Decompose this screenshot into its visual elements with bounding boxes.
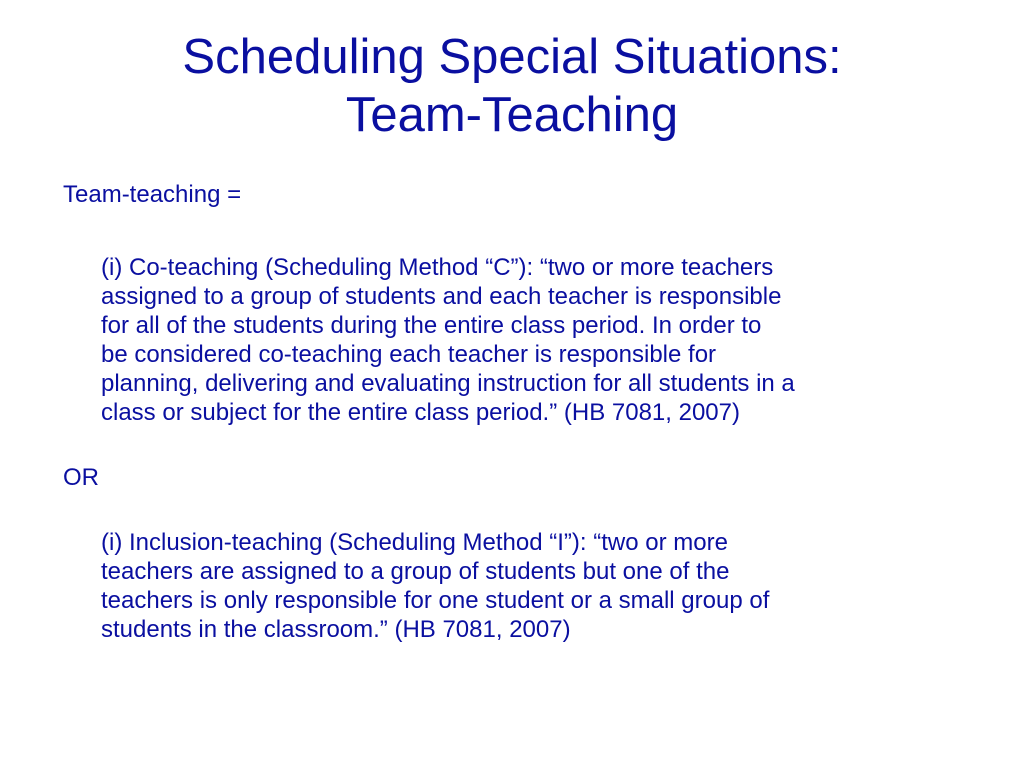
inclusion-line-4: students in the classroom.” (HB 7081, 2007)	[101, 616, 571, 643]
or-label: OR	[63, 464, 99, 491]
co-teaching-line-6: class or subject for the entire class period.” (HB 7081, 2007)	[101, 399, 740, 426]
title-line-1: Scheduling Special Situations:	[182, 30, 842, 84]
intro-text: Team-teaching =	[63, 181, 242, 208]
inclusion-line-2: teachers are assigned to a group of students but one of the	[101, 558, 730, 585]
inclusion-line-3: teachers is only responsible for one student or a small group of	[101, 587, 770, 614]
inclusion-teaching-definition	[101, 528, 983, 644]
slide-body	[63, 180, 983, 644]
title-line-2: Team-Teaching	[345, 88, 679, 142]
inclusion-line-1: (i) Inclusion-teaching (Scheduling Method “I”): “two or more	[101, 529, 728, 556]
co-teaching-line-5: planning, delivering and evaluating instruction for all students in a	[101, 370, 795, 397]
slide-title	[20, 28, 1004, 144]
co-teaching-line-4: be considered co-teaching each teacher is responsible for	[101, 341, 717, 368]
spacer	[63, 209, 983, 253]
co-teaching-line-1: (i) Co-teaching (Scheduling Method “C”): “two or more teachers	[101, 254, 774, 281]
spacer	[63, 492, 983, 528]
co-teaching-line-2: assigned to a group of students and each teacher is responsible	[101, 283, 782, 310]
spacer	[63, 427, 983, 463]
co-teaching-definition	[101, 253, 983, 427]
co-teaching-line-3: for all of the students during the entire class period. In order to	[101, 312, 762, 339]
